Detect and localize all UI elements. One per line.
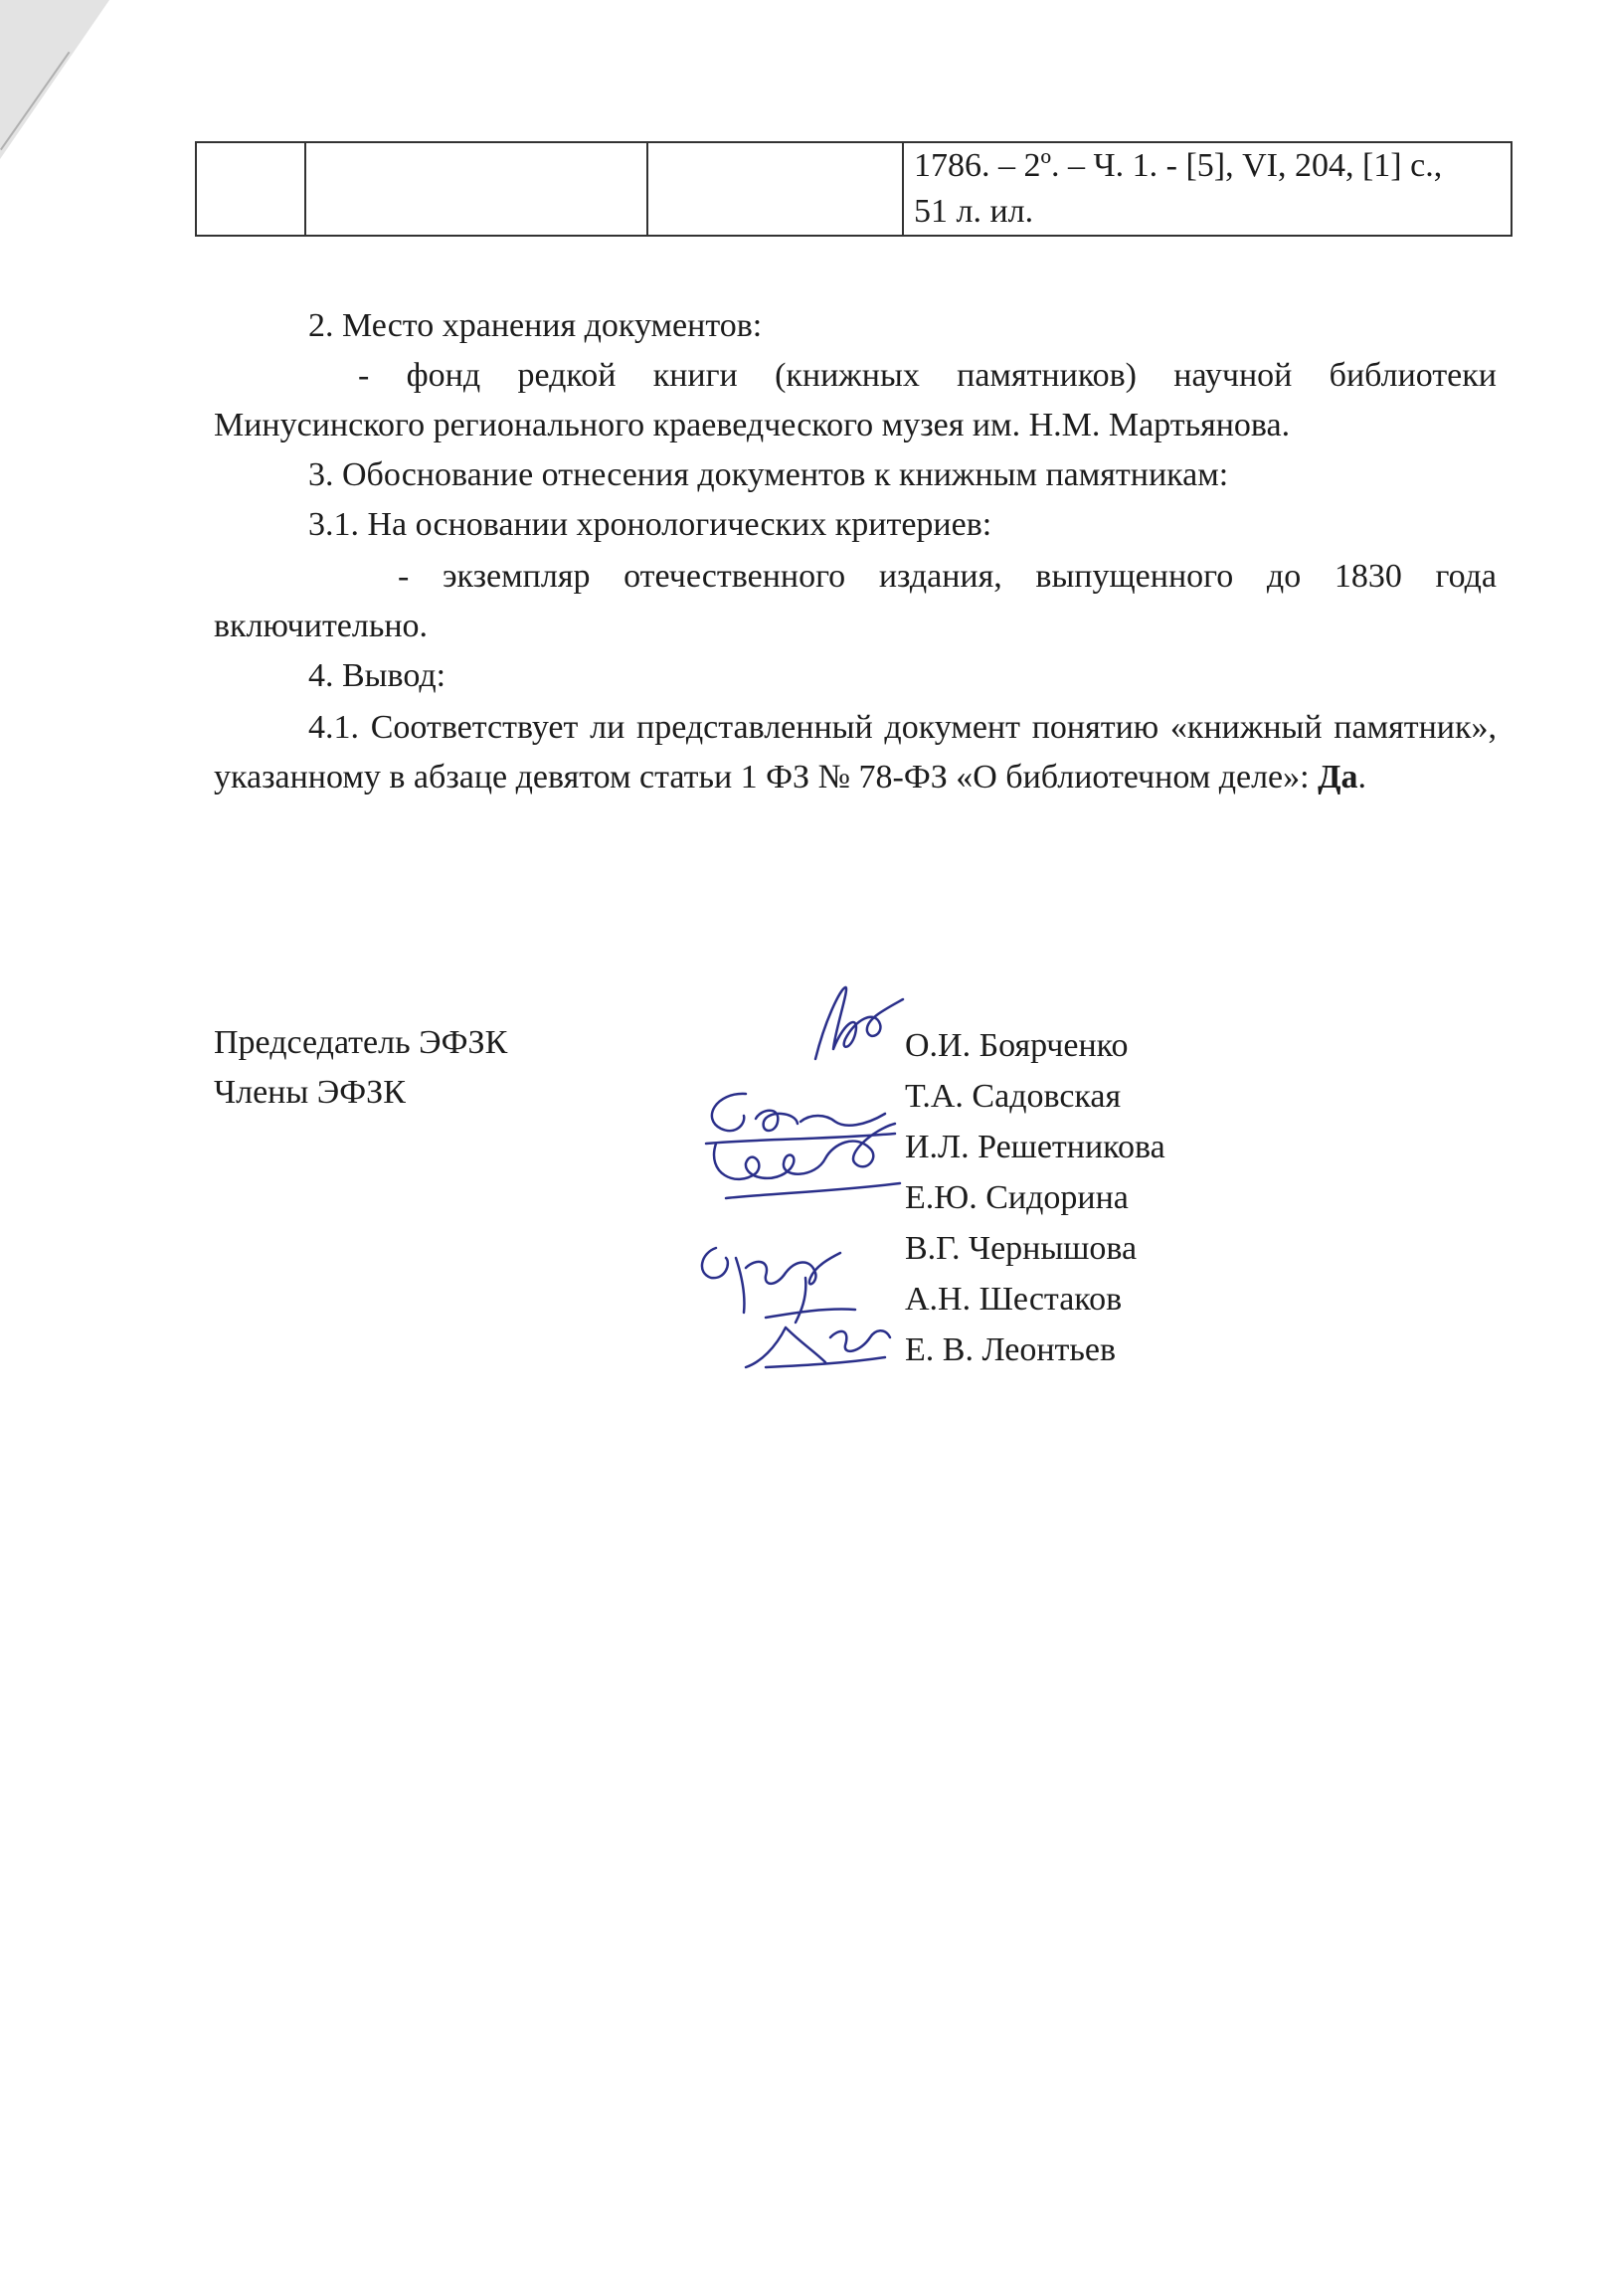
cell-number	[196, 142, 305, 236]
section-4-1-text	[214, 703, 1497, 802]
cell-shelf	[647, 142, 903, 236]
signatory-name: Е. В. Леонтьев	[905, 1331, 1117, 1368]
catalog-table	[195, 141, 1513, 237]
section-2-text: - фонд редкой книги (книжных памятников) научной библиотеки Минусинского регионального краеведческого музея им. Н.М. Мартьянова.	[214, 357, 1497, 443]
chair-label: Председатель ЭФЗК	[214, 1024, 508, 1061]
description-line-2: 51 л. ил.	[914, 193, 1034, 230]
signature-member-5-mark	[726, 1268, 895, 1377]
signatory-name: О.И. Боярченко	[905, 1027, 1129, 1064]
cell-catalog	[305, 142, 647, 236]
conclusion-period: .	[1357, 759, 1367, 795]
signatory-name: В.Г. Чернышова	[905, 1230, 1138, 1267]
conclusion-answer: Да	[1318, 759, 1358, 795]
section-4-heading: 4. Вывод:	[308, 657, 446, 694]
signatory-name: Т.А. Садовская	[905, 1078, 1122, 1115]
cell-description	[903, 142, 1512, 236]
conclusion-text: 4.1. Соответствует ли представленный документ понятию «книжный памятник», указанному в абзаце девятом статьи 1 ФЗ № 78-ФЗ «О библиотечном деле»:	[214, 709, 1497, 795]
table-row	[196, 142, 1512, 236]
signature-member-2-mark	[696, 1104, 905, 1213]
section-3-1-text: - экземпляр отечественного издания, выпущенного до 1830 года включительно.	[214, 558, 1497, 644]
section-2-heading: 2. Место хранения документов:	[308, 307, 763, 344]
description-line-1: 1786. – 2º. – Ч. 1. - [5], VI, 204, [1] с.,	[914, 147, 1443, 184]
section-3-1-heading: 3.1. На основании хронологических критериев:	[308, 506, 992, 543]
section-3-heading: 3. Обоснование отнесения документов к книжным памятникам:	[308, 456, 1229, 493]
members-label: Члены ЭФЗК	[214, 1074, 406, 1111]
signatory-name: Е.Ю. Сидорина	[905, 1179, 1129, 1216]
signatory-name: И.Л. Решетникова	[905, 1129, 1165, 1165]
signatory-name: А.Н. Шестаков	[905, 1281, 1123, 1318]
signature-chair-mark	[786, 979, 915, 1069]
folded-corner	[0, 0, 109, 159]
